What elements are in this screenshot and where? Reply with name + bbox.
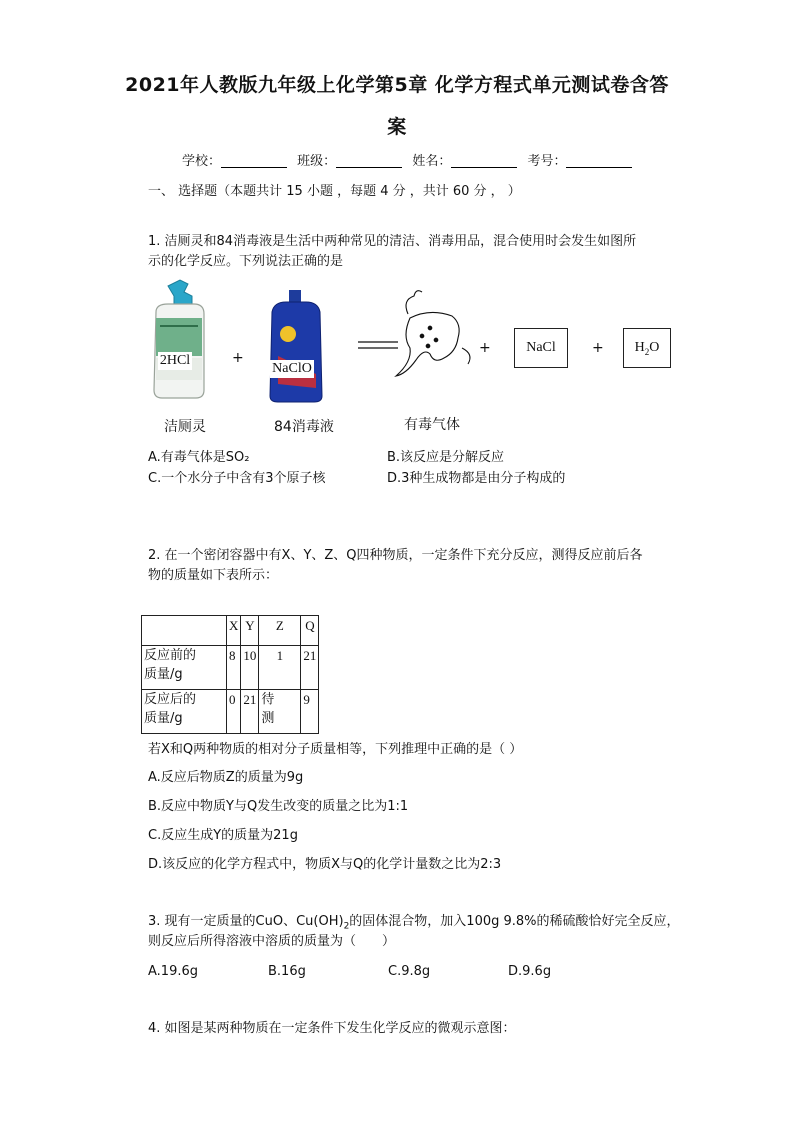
school-label: 学校： [182, 154, 222, 169]
name-label: 姓名： [412, 154, 452, 169]
disinfectant-bottle-icon [270, 290, 322, 402]
q2-stem-line2: 物的质量如下表所示： [148, 568, 279, 583]
table-row2-q: 9 [301, 690, 319, 734]
table-row2-z: 待 测 [259, 690, 301, 734]
table-header-x: X [227, 616, 241, 646]
q3-stem-part1: 3. 现有一定质量的CuO、Cu(OH) [148, 914, 344, 929]
class-field[interactable] [336, 153, 402, 168]
product-nacl-box [514, 328, 568, 368]
q3-stem-line2: 则反应后所得溶液中溶质的质量为（ ） [148, 934, 396, 949]
exam-no-label: 考号： [527, 154, 567, 169]
bottle1-formula-label: 2HCl [159, 353, 191, 368]
q3-stem-part2: 的固体混合物，加入100g 9.8%的稀硫酸恰好完全反应， [349, 914, 680, 929]
caption-toilet-cleaner: 洁厕灵 [164, 419, 206, 435]
section-heading: 一、 选择题（本题共计 15 小题 ，每题 4 分 ，共计 60 分 ， ） [148, 184, 521, 199]
table-row2-y: 21 [241, 690, 259, 734]
table-row1-x: 8 [227, 646, 241, 690]
q1-stem-line2: 示的化学反应。下列说法正确的是 [148, 254, 344, 269]
q3-option-c[interactable]: C.9.8g [388, 964, 431, 979]
q3-stem-subscript: 2 [343, 921, 350, 932]
table-row2-label: 反应后的 质量/g [142, 690, 227, 734]
table-row2-x: 0 [227, 690, 241, 734]
q1-option-c[interactable]: C.一个水分子中含有3个原子核 [148, 471, 326, 486]
student-info-line [182, 150, 638, 169]
document-title-line2: 案 [387, 116, 407, 138]
table-header-y: Y [241, 616, 259, 646]
caption-disinfectant: 84消毒液 [274, 419, 334, 435]
q4-stem: 4. 如图是某两种物质在一定条件下发生化学反应的微观示意图： [148, 1021, 516, 1036]
q1-stem-line1: 1. 洁厕灵和84消毒液是生活中两种常见的清洁、消毒用品，混合使用时会发生如图所 [148, 234, 637, 249]
table-row1-z: 1 [259, 646, 301, 690]
exam-no-field[interactable] [566, 153, 632, 168]
table-header-q: Q [301, 616, 319, 646]
class-label: 班级： [297, 154, 337, 169]
water-h: H [634, 339, 645, 355]
plus-3: + [592, 340, 604, 356]
q2-stem-line1: 2. 在一个密闭容器中有X、Y、Z、Q四种物质，一定条件下充分反应，测得反应前后各 [148, 548, 643, 563]
bottle2-formula-label: NaClO [270, 360, 314, 378]
table-header-z: Z [259, 616, 301, 646]
product-water-box [623, 328, 671, 368]
q2-mass-table [141, 615, 319, 734]
toxic-gas-icon [396, 291, 470, 376]
q2-question: 若X和Q两种物质的相对分子质量相等，下列推理中正确的是（ ） [148, 742, 523, 757]
q1-option-b[interactable]: B.该反应是分解反应 [387, 450, 505, 465]
table-corner-cell [142, 616, 227, 646]
water-subscript: 2 [644, 346, 650, 357]
q3-option-a[interactable]: A.19.6g [148, 964, 198, 979]
product-nacl-text: NaCl [526, 340, 556, 355]
q1-option-a[interactable]: A.有毒气体是SO₂ [148, 450, 250, 465]
q2-option-c[interactable]: C.反应生成Y的质量为21g [148, 828, 298, 843]
table-row1-q: 21 [301, 646, 319, 690]
toilet-cleaner-bottle-icon [154, 280, 204, 398]
q2-option-b[interactable]: B.反应中物质Y与Q发生改变的质量之比为1:1 [148, 799, 409, 814]
q1-option-d[interactable]: D.3种生成物都是由分子构成的 [387, 471, 566, 486]
table-row1-y: 10 [241, 646, 259, 690]
q3-option-b[interactable]: B.16g [268, 964, 306, 979]
q3-option-d[interactable]: D.9.6g [508, 964, 552, 979]
q2-option-a[interactable]: A.反应后物质Z的质量为9g [148, 770, 304, 785]
q2-option-d[interactable]: D.该反应的化学方程式中，物质X与Q的化学计量数之比为2:3 [148, 857, 502, 872]
document-title-line1: 2021年人教版九年级上化学第5章 化学方程式单元测试卷含答 [125, 74, 669, 96]
caption-toxic-gas: 有毒气体 [404, 417, 460, 433]
water-o: O [649, 339, 660, 355]
product-water-text [635, 340, 660, 357]
table-row1-label: 反应前的 质量/g [142, 646, 227, 690]
plus-2: + [479, 340, 491, 356]
plus-1: + [232, 350, 244, 366]
name-field[interactable] [451, 153, 517, 168]
q1-reaction-figure [140, 278, 700, 408]
school-field[interactable] [221, 153, 287, 168]
